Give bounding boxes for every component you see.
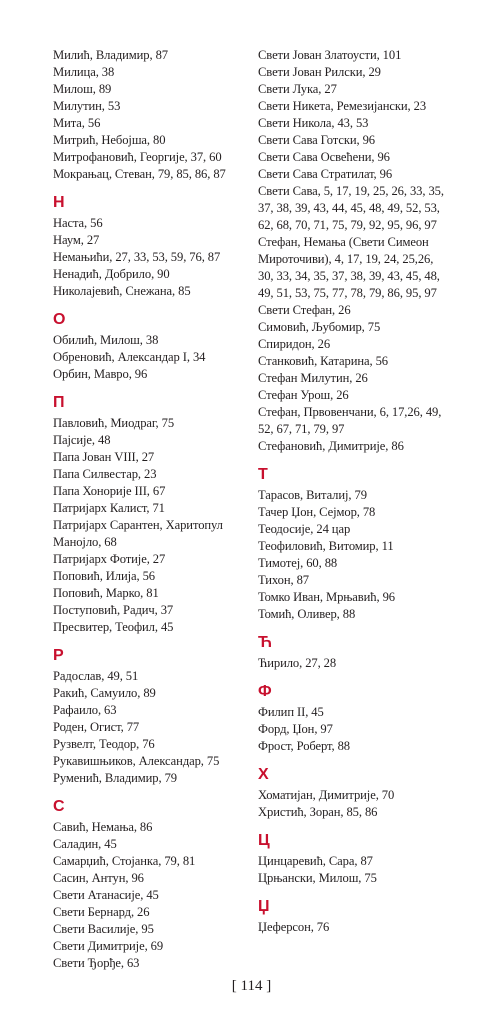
index-section xyxy=(258,682,468,755)
index-entry: Свети Никета, Ремезијански, 23 xyxy=(258,99,427,113)
index-entry: Саладин, 45 xyxy=(53,837,117,851)
index-entry: Мита, 56 xyxy=(53,116,101,130)
index-section xyxy=(258,897,468,936)
index-entry: Тарасов, Виталиј, 79 xyxy=(258,488,367,502)
index-entry: Роден, Огист, 77 xyxy=(53,720,140,734)
index-entry: Радослав, 49, 51 xyxy=(53,669,139,683)
index-entry: Филип II, 45 xyxy=(258,705,324,719)
index-entry: Стефан Урош, 26 xyxy=(258,388,349,402)
section-letter-heading: Ц xyxy=(258,832,270,849)
index-entry: Свети Сава, 5, 17, 19, 25, 26, 33, 35, xyxy=(258,184,444,198)
index-entry: Поступовић, Радич, 37 xyxy=(53,603,174,617)
index-entry: Самарџић, Стојанка, 79, 81 xyxy=(53,854,196,868)
section-letter-heading: О xyxy=(53,311,66,328)
index-entry: 62, 68, 70, 71, 75, 79, 92, 95, 96, 97 xyxy=(258,218,437,232)
index-entry: Мироточиви), 4, 17, 19, 24, 25,26, xyxy=(258,252,434,266)
index-section xyxy=(258,831,468,887)
index-entry: Симовић, Љубомир, 75 xyxy=(258,320,381,334)
index-entry: Џеферсон, 76 xyxy=(258,920,330,934)
index-entry: Савић, Немања, 86 xyxy=(53,820,153,834)
index-entry: Манојло, 68 xyxy=(53,535,117,549)
index-entry: Христић, Зоран, 85, 86 xyxy=(258,805,378,819)
index-entry: Папа Силвестар, 23 xyxy=(53,467,157,481)
index-entry: Станковић, Катарина, 56 xyxy=(258,354,388,368)
index-entry: Митрић, Небојша, 80 xyxy=(53,133,166,147)
section-letter-heading: Р xyxy=(53,647,64,664)
index-entry: Наста, 56 xyxy=(53,216,103,230)
index-entry: Рафаило, 63 xyxy=(53,703,117,717)
section-letter-heading: Х xyxy=(258,766,269,783)
index-entry: Фрост, Роберт, 88 xyxy=(258,739,350,753)
index-entry: Спиридон, 26 xyxy=(258,337,331,351)
index-column-left xyxy=(53,47,263,972)
index-entry: Свети Сава Освећени, 96 xyxy=(258,150,390,164)
section-letter-heading: Џ xyxy=(258,898,270,915)
index-entry: Руменић, Владимир, 79 xyxy=(53,771,177,785)
section-letter-heading: С xyxy=(53,798,65,815)
index-entry: Николајевић, Снежана, 85 xyxy=(53,284,191,298)
index-entry: Свети Лука, 27 xyxy=(258,82,337,96)
index-entry: Пресвитер, Теофил, 45 xyxy=(53,620,174,634)
index-section xyxy=(53,797,263,972)
index-entry: 49, 51, 53, 75, 77, 78, 79, 86, 95, 97 xyxy=(258,286,437,300)
index-entry: Рузвелт, Теодор, 76 xyxy=(53,737,155,751)
index-entry: Томко Иван, Мрњавић, 96 xyxy=(258,590,395,604)
index-entry: Стефановић, Димитрије, 86 xyxy=(258,439,404,453)
section-letter-heading: П xyxy=(53,394,65,411)
index-entry: Орбин, Мавро, 96 xyxy=(53,367,148,381)
index-entry: Свети Никола, 43, 53 xyxy=(258,116,369,130)
index-entry: Ненадић, Добрило, 90 xyxy=(53,267,170,281)
index-entry: Милић, Владимир, 87 xyxy=(53,48,168,62)
index-entry: Поповић, Марко, 81 xyxy=(53,586,159,600)
index-entry: Рукавишњиков, Александар, 75 xyxy=(53,754,220,768)
index-section xyxy=(258,765,468,821)
index-entry: Црњански, Милош, 75 xyxy=(258,871,377,885)
index-entry: Наум, 27 xyxy=(53,233,100,247)
index-entry: Тачер Џон, Сејмор, 78 xyxy=(258,505,376,519)
index-entry: Стефан, Немања (Свети Симеон xyxy=(258,235,429,249)
index-entry: Патријарх Сарантен, Харитопул xyxy=(53,518,223,532)
index-entry: Милица, 38 xyxy=(53,65,115,79)
index-entry: Патријарх Калист, 71 xyxy=(53,501,165,515)
index-entry: Обилић, Милош, 38 xyxy=(53,333,159,347)
index-entry: Ракић, Самуило, 89 xyxy=(53,686,156,700)
index-entry: Мокрањац, Стеван, 79, 85, 86, 87 xyxy=(53,167,226,181)
index-entry: Митрофановић, Георгије, 37, 60 xyxy=(53,150,222,164)
index-column-right xyxy=(258,47,468,936)
index-entry: Теофиловић, Витомир, 11 xyxy=(258,539,394,553)
index-entry: Папа Јован VIII, 27 xyxy=(53,450,155,464)
index-entry: 52, 67, 71, 79, 97 xyxy=(258,422,345,436)
index-entry: Свети Јован Рилски, 29 xyxy=(258,65,381,79)
index-entry: Свети Бернард, 26 xyxy=(53,905,150,919)
index-section xyxy=(53,393,263,636)
index-entry: Ћирило, 27, 28 xyxy=(258,656,337,670)
index-entry: Папа Хонорије III, 67 xyxy=(53,484,166,498)
index-entry: Свети Јован Златоусти, 101 xyxy=(258,48,402,62)
index-entry: Поповић, Илија, 56 xyxy=(53,569,156,583)
index-entry: Тихон, 87 xyxy=(258,573,309,587)
index-entry: Стефан Милутин, 26 xyxy=(258,371,368,385)
index-entry: 30, 33, 34, 35, 37, 38, 39, 43, 45, 48, xyxy=(258,269,440,283)
index-section xyxy=(258,633,468,672)
index-entry: Форд, Џон, 97 xyxy=(258,722,333,736)
index-entry: Павловић, Миодраг, 75 xyxy=(53,416,175,430)
index-entry: Цинцаревић, Сара, 87 xyxy=(258,854,373,868)
index-entry: Сасин, Антун, 96 xyxy=(53,871,144,885)
index-entry: Свети Ђорђе, 63 xyxy=(53,956,140,970)
section-letter-heading: Ћ xyxy=(258,634,272,651)
index-section xyxy=(53,47,263,183)
section-letter-heading: Т xyxy=(258,466,268,483)
index-entry: Свети Василије, 95 xyxy=(53,922,154,936)
index-entry: Пајсије, 48 xyxy=(53,433,111,447)
index-entry: Томић, Оливер, 88 xyxy=(258,607,356,621)
index-entry: Свети Сава Стратилат, 96 xyxy=(258,167,393,181)
index-entry: Теодосије, 24 цар xyxy=(258,522,351,536)
index-section xyxy=(53,193,263,300)
section-letter-heading: Н xyxy=(53,194,65,211)
index-section xyxy=(53,646,263,787)
index-entry: Милутин, 53 xyxy=(53,99,121,113)
index-section xyxy=(53,310,263,383)
section-letter-heading: Ф xyxy=(258,683,272,700)
index-entry: Тимотеј, 60, 88 xyxy=(258,556,338,570)
index-entry: Свети Атанасије, 45 xyxy=(53,888,159,902)
index-entry: 37, 38, 39, 43, 44, 45, 48, 49, 52, 53, xyxy=(258,201,440,215)
index-entry: Милош, 89 xyxy=(53,82,112,96)
index-entry: Свети Димитрије, 69 xyxy=(53,939,164,953)
page-number: [ 114 ] xyxy=(231,978,272,994)
index-entry: Патријарх Фотије, 27 xyxy=(53,552,166,566)
index-entry: Свети Сава Готски, 96 xyxy=(258,133,375,147)
index-entry: Хоматијан, Димитрије, 70 xyxy=(258,788,395,802)
index-section xyxy=(258,47,468,455)
index-entry: Немањићи, 27, 33, 53, 59, 76, 87 xyxy=(53,250,221,264)
index-entry: Свети Стефан, 26 xyxy=(258,303,351,317)
index-section xyxy=(258,465,468,623)
index-entry: Обреновић, Александар I, 34 xyxy=(53,350,206,364)
index-entry: Стефан, Првовенчани, 6, 17,26, 49, xyxy=(258,405,442,419)
